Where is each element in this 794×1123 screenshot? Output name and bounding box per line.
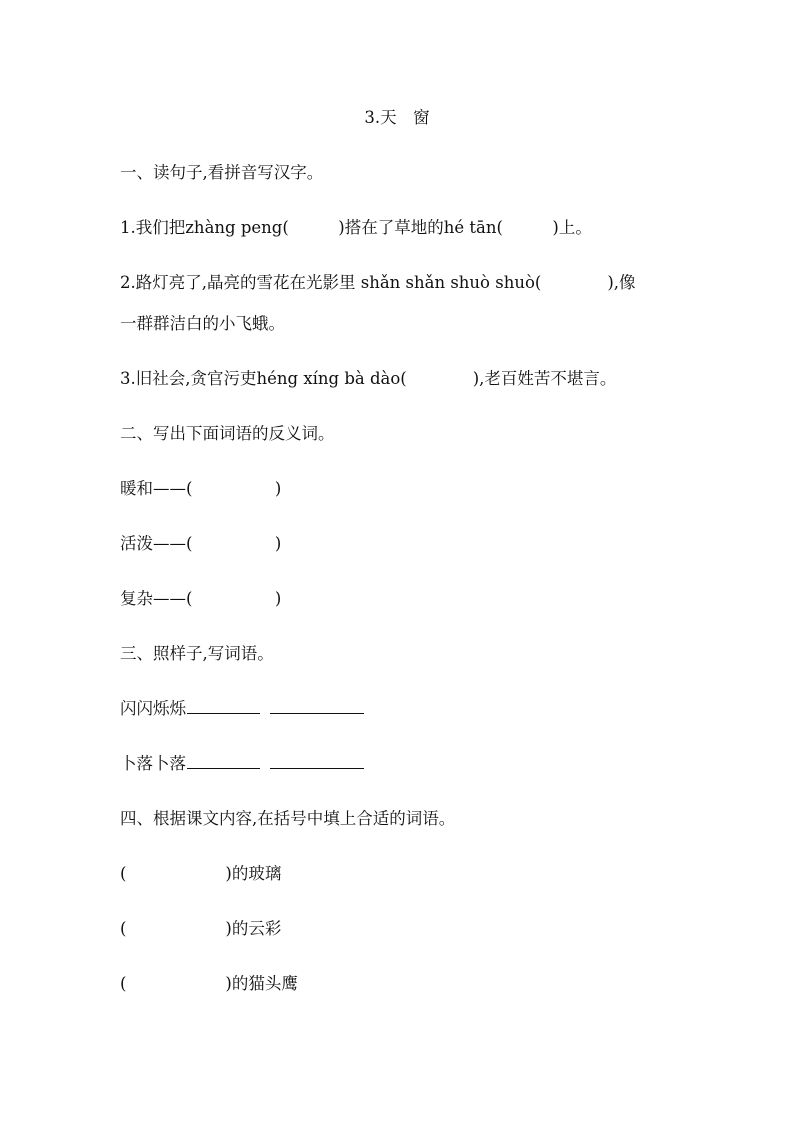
section-1-item-2-continued: 一群群洁白的小飞蛾。 [120,314,285,333]
page-title: 3.天 窗 [364,108,430,127]
answer-blank[interactable] [187,752,260,769]
answer-blank[interactable] [187,697,260,714]
antonym-item-2: 活泼——( ) [120,534,282,553]
fill-item-1: ( )的玻璃 [120,864,282,883]
fill-item-2: ( )的云彩 [120,919,282,938]
pattern-word-2: 卜落卜落 [120,754,186,773]
section-1-item-3: 3.旧社会,贪官污吏héng xíng bà dào( ),老百姓苦不堪言。 [120,369,617,388]
answer-blank[interactable] [270,752,364,769]
pattern-word-1: 闪闪烁烁 [120,699,186,718]
antonym-item-3: 复杂——( ) [120,589,282,608]
pattern-row-1 [120,697,364,721]
antonym-item-1: 暖和——( ) [120,479,282,498]
section-1-item-2: 2.路灯亮了,晶亮的雪花在光影里 shǎn shǎn shuò shuò( ),像 [120,273,636,292]
section-3-heading: 三、照样子,写词语。 [120,644,274,663]
answer-blank[interactable] [270,697,364,714]
fill-item-3: ( )的猫头鹰 [120,974,298,993]
pattern-row-2 [120,752,364,776]
section-2-heading: 二、写出下面词语的反义词。 [120,424,335,443]
section-1-heading: 一、读句子,看拼音写汉字。 [120,163,324,182]
section-1-item-1: 1.我们把zhàng peng( )搭在了草地的hé tān( )上。 [120,218,592,237]
section-4-heading: 四、根据课文内容,在括号中填上合适的词语。 [120,809,456,828]
